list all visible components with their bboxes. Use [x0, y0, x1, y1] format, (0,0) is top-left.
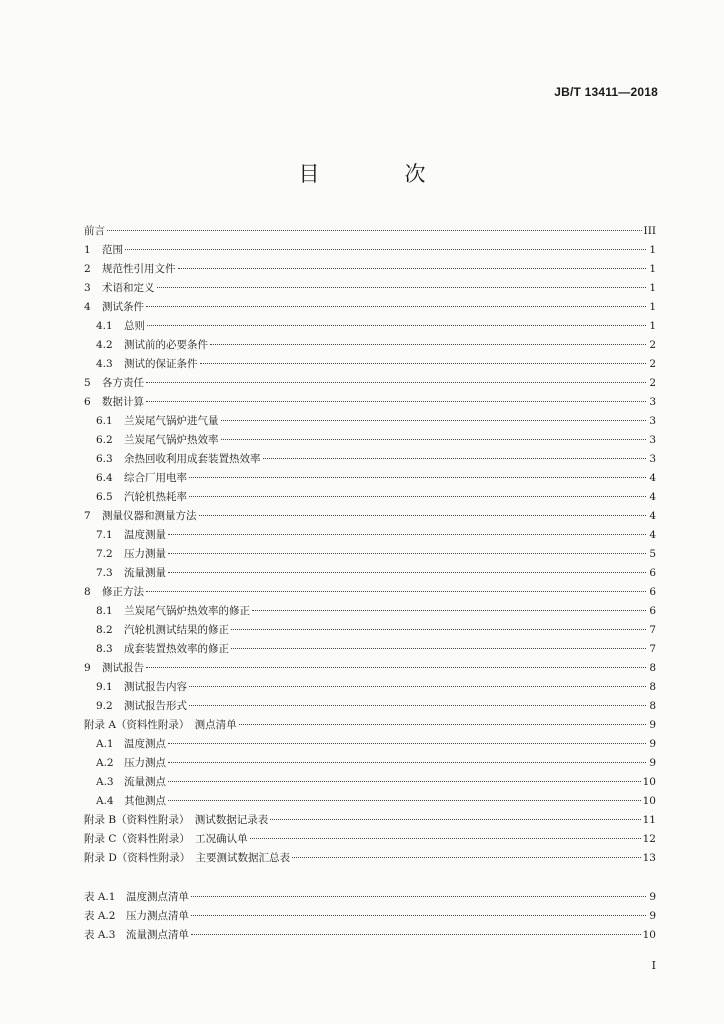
standard-code: JB/T 13411—2018 — [554, 85, 658, 99]
toc-entry[interactable] — [84, 697, 656, 716]
toc-entry-page: 4 — [649, 472, 656, 484]
toc-entry-label: 兰炭尾气锅炉热效率的修正 — [124, 605, 250, 617]
toc-entry-page: 6 — [649, 567, 656, 579]
toc-entry-label: 测试报告 — [102, 662, 144, 674]
toc-entry-label: 附录 C（资料性附录） 工况确认单 — [84, 833, 248, 845]
dot-leader — [231, 629, 646, 630]
toc-entry-page: 9 — [649, 757, 656, 769]
dot-leader — [221, 420, 647, 421]
toc-entry-label: 测试前的必要条件 — [124, 339, 208, 351]
toc-list — [84, 222, 656, 868]
toc-entry-number: A.4 — [96, 795, 114, 807]
dot-leader — [189, 496, 646, 497]
toc-entry-page: 2 — [649, 339, 656, 351]
toc-entry-page: 9 — [649, 738, 656, 750]
toc-entry[interactable] — [84, 222, 656, 241]
table-entry-label: 表 A.3 流量测点清单 — [84, 929, 189, 941]
toc-entry-label: 范围 — [102, 244, 123, 256]
dot-leader — [168, 534, 646, 535]
toc-entry[interactable] — [84, 279, 656, 298]
dot-leader — [168, 762, 646, 763]
dot-leader — [239, 724, 646, 725]
toc-entry[interactable] — [84, 621, 656, 640]
toc-entry-number: 6.3 — [96, 453, 113, 465]
toc-entry-page: 12 — [642, 833, 656, 845]
toc-entry-label: 兰炭尾气锅炉进气量 — [124, 415, 219, 427]
toc-entry-label: 流量测点 — [124, 776, 166, 788]
dot-leader — [168, 553, 646, 554]
toc-entry-number: 6.2 — [96, 434, 113, 446]
toc-entry[interactable] — [84, 469, 656, 488]
toc-entry-label: 测试的保证条件 — [124, 358, 198, 370]
toc-entry[interactable] — [84, 450, 656, 469]
toc-entry[interactable] — [84, 811, 656, 830]
toc-entry[interactable] — [84, 545, 656, 564]
dot-leader — [146, 382, 646, 383]
toc-entry[interactable] — [84, 488, 656, 507]
page-title: 目 次 — [298, 162, 458, 186]
dot-leader — [189, 705, 646, 706]
dot-leader — [189, 477, 646, 478]
toc-entry-page: 8 — [649, 662, 656, 674]
toc-entry-number: 6.5 — [96, 491, 113, 503]
toc-entry-label: 余热回收利用成套装置热效率 — [124, 453, 261, 465]
toc-entry-number: A.2 — [96, 757, 114, 769]
dot-leader — [263, 458, 647, 459]
toc-entry-page: 7 — [649, 643, 656, 655]
toc-entry-label: 前言 — [84, 225, 105, 237]
table-entry-page: 9 — [649, 891, 656, 903]
dot-leader — [292, 857, 641, 858]
toc-entry-number: 6.1 — [96, 415, 113, 427]
toc-entry[interactable] — [84, 602, 656, 621]
toc-entry[interactable] — [84, 317, 656, 336]
toc-entry-number: 7 — [84, 510, 91, 522]
toc-entry-page: 5 — [649, 548, 656, 560]
dot-leader — [157, 287, 647, 288]
toc-entry-page: 1 — [649, 282, 656, 294]
toc-entry-page: 1 — [649, 244, 656, 256]
toc-entry-number: 9.1 — [96, 681, 113, 693]
toc-entry-page: 1 — [649, 320, 656, 332]
toc-entry[interactable] — [84, 640, 656, 659]
table-entry[interactable] — [84, 926, 656, 945]
toc-entry-page: 6 — [649, 605, 656, 617]
toc-entry[interactable] — [84, 792, 656, 811]
table-entry-label: 表 A.1 温度测点清单 — [84, 891, 189, 903]
toc-entry-number: 4.2 — [96, 339, 113, 351]
footer-page-number: I — [651, 959, 656, 972]
toc-entry[interactable] — [84, 583, 656, 602]
toc-entry-number: A.1 — [96, 738, 114, 750]
dot-leader — [200, 363, 647, 364]
toc-entry-label: 其他测点 — [124, 795, 166, 807]
toc-entry-number: 3 — [84, 282, 91, 294]
toc-entry[interactable] — [84, 393, 656, 412]
toc-entry-number: 4.1 — [96, 320, 113, 332]
toc-entry-page: III — [643, 225, 656, 237]
dot-leader — [270, 819, 640, 820]
toc-entry-page: 13 — [642, 852, 656, 864]
toc-entry[interactable] — [84, 336, 656, 355]
dot-leader — [168, 743, 646, 744]
table-entry-page: 10 — [642, 929, 656, 941]
toc-entry-number: 8.1 — [96, 605, 113, 617]
toc-entry-label: 附录 D（资料性附录） 主要测试数据汇总表 — [84, 852, 291, 864]
toc-entry-number: 1 — [84, 244, 91, 256]
dot-leader — [178, 268, 647, 269]
toc-entry[interactable] — [84, 412, 656, 431]
toc-entry-page: 4 — [649, 529, 656, 541]
toc-entry-number: A.3 — [96, 776, 114, 788]
dot-leader — [189, 686, 646, 687]
toc-entry-label: 测试报告形式 — [124, 700, 187, 712]
toc-entry[interactable] — [84, 260, 656, 279]
table-entry[interactable] — [84, 907, 656, 926]
toc-entry[interactable] — [84, 431, 656, 450]
toc-entry-label: 流量测量 — [124, 567, 166, 579]
toc-entry[interactable] — [84, 735, 656, 754]
toc-entry-page: 1 — [649, 263, 656, 275]
toc-entry[interactable] — [84, 754, 656, 773]
toc-entry[interactable] — [84, 830, 656, 849]
toc-entry-label: 附录 A（资料性附录） 测点清单 — [84, 719, 237, 731]
toc-entry-page: 4 — [649, 491, 656, 503]
dot-leader — [168, 572, 646, 573]
toc-entry-page: 1 — [649, 301, 656, 313]
toc-entry-label: 测试报告内容 — [124, 681, 187, 693]
dot-leader — [221, 439, 647, 440]
toc-entry-page: 8 — [649, 681, 656, 693]
dot-leader — [191, 934, 641, 935]
toc-entry[interactable] — [84, 241, 656, 260]
toc-entry-page: 11 — [642, 814, 656, 826]
toc-entry-page: 2 — [649, 358, 656, 370]
toc-entry-label: 汽轮机热耗率 — [124, 491, 187, 503]
toc-entry-number: 8.3 — [96, 643, 113, 655]
toc-entry-label: 测量仪器和测量方法 — [102, 510, 197, 522]
toc-entry-page: 3 — [649, 434, 656, 446]
toc-entry-number: 6 — [84, 396, 91, 408]
toc-entry-number: 4.3 — [96, 358, 113, 370]
toc-entry-page: 10 — [642, 795, 656, 807]
toc-entry-label: 数据计算 — [102, 396, 144, 408]
toc-entry-label: 综合厂用电率 — [124, 472, 187, 484]
dot-leader — [191, 896, 646, 897]
toc-entry-label: 成套装置热效率的修正 — [124, 643, 229, 655]
toc-entry-label: 总则 — [124, 320, 145, 332]
toc-entry-number: 5 — [84, 377, 91, 389]
toc-entry[interactable] — [84, 507, 656, 526]
dot-leader — [146, 401, 646, 402]
toc-entry-page: 9 — [649, 719, 656, 731]
toc-entry-label: 修正方法 — [102, 586, 144, 598]
table-list — [84, 888, 656, 945]
dot-leader — [252, 610, 646, 611]
toc-entry-label: 汽轮机测试结果的修正 — [124, 624, 229, 636]
dot-leader — [107, 230, 642, 231]
toc-entry-label: 测试条件 — [102, 301, 144, 313]
toc-entry-label: 兰炭尾气锅炉热效率 — [124, 434, 219, 446]
toc-entry[interactable] — [84, 716, 656, 735]
toc-entry-label: 温度测点 — [124, 738, 166, 750]
toc-entry-page: 3 — [649, 396, 656, 408]
toc-entry[interactable] — [84, 374, 656, 393]
toc-entry-page: 4 — [649, 510, 656, 522]
dot-leader — [146, 667, 646, 668]
toc-entry-number: 7.2 — [96, 548, 113, 560]
toc-entry-label: 温度测量 — [124, 529, 166, 541]
toc-entry[interactable] — [84, 355, 656, 374]
dot-leader — [168, 800, 641, 801]
toc-entry[interactable] — [84, 526, 656, 545]
toc-entry[interactable] — [84, 849, 656, 868]
toc-entry-page: 8 — [649, 700, 656, 712]
table-entry[interactable] — [84, 888, 656, 907]
toc-entry-number: 4 — [84, 301, 91, 313]
dot-leader — [191, 915, 646, 916]
dot-leader — [210, 344, 646, 345]
toc-entry-page: 6 — [649, 586, 656, 598]
toc-entry[interactable] — [84, 298, 656, 317]
toc-entry-number: 9.2 — [96, 700, 113, 712]
dot-leader — [168, 781, 641, 782]
table-entry-label: 表 A.2 压力测点清单 — [84, 910, 189, 922]
toc-entry[interactable] — [84, 678, 656, 697]
toc-entry-label: 压力测量 — [124, 548, 166, 560]
toc-entry-number: 2 — [84, 263, 91, 275]
dot-leader — [125, 249, 646, 250]
dot-leader — [147, 325, 646, 326]
toc-entry-page: 2 — [649, 377, 656, 389]
toc-entry[interactable] — [84, 564, 656, 583]
toc-entry-page: 10 — [642, 776, 656, 788]
toc-entry-number: 7.3 — [96, 567, 113, 579]
toc-entry-label: 各方责任 — [102, 377, 144, 389]
toc-entry-page: 7 — [649, 624, 656, 636]
dot-leader — [231, 648, 646, 649]
dot-leader — [199, 515, 647, 516]
toc-entry[interactable] — [84, 659, 656, 678]
toc-entry[interactable] — [84, 773, 656, 792]
toc-entry-number: 6.4 — [96, 472, 113, 484]
toc-entry-page: 3 — [649, 415, 656, 427]
dot-leader — [146, 306, 646, 307]
toc-entry-number: 8.2 — [96, 624, 113, 636]
table-entry-page: 9 — [649, 910, 656, 922]
toc-entry-number: 7.1 — [96, 529, 113, 541]
toc-entry-number: 8 — [84, 586, 91, 598]
dot-leader — [250, 838, 641, 839]
toc-entry-label: 附录 B（资料性附录） 测试数据记录表 — [84, 814, 269, 826]
toc-entry-label: 压力测点 — [124, 757, 166, 769]
toc-entry-number: 9 — [84, 662, 91, 674]
toc-entry-label: 规范性引用文件 — [102, 263, 176, 275]
toc-entry-label: 术语和定义 — [102, 282, 155, 294]
toc-entry-page: 3 — [649, 453, 656, 465]
dot-leader — [146, 591, 646, 592]
